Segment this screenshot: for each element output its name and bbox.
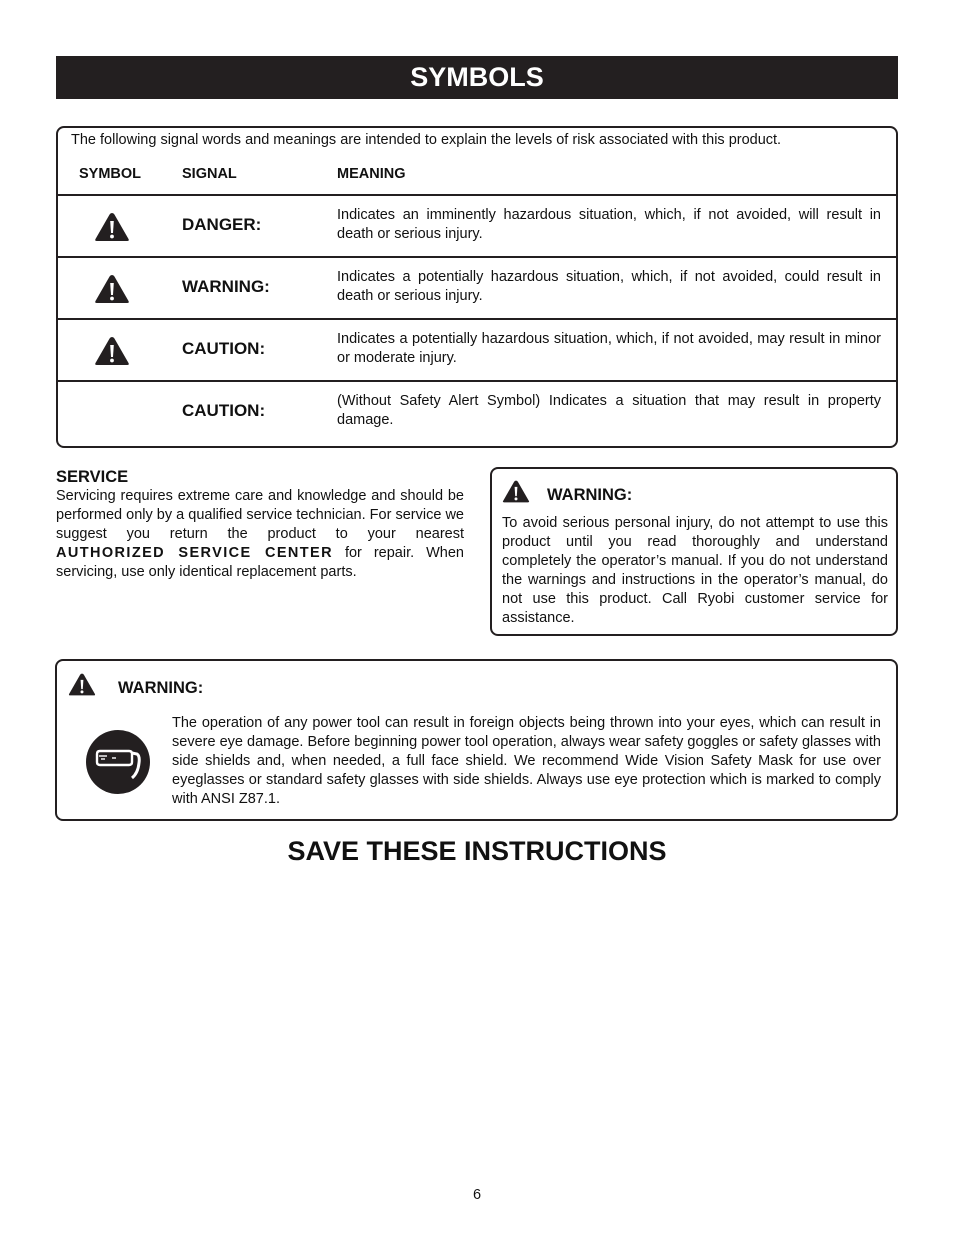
symbols-intro: The following signal words and meanings are intended to explain the levels of risk associated with this product. xyxy=(71,132,782,148)
service-heading: SERVICE xyxy=(56,468,129,486)
page-title: SYMBOLS xyxy=(56,56,898,99)
signal-word: CAUTION: xyxy=(182,401,266,420)
column-header-symbol: SYMBOL xyxy=(79,166,142,182)
symbol-row-caution xyxy=(58,318,896,380)
service-text xyxy=(56,487,464,582)
service-text-end: for repair. When servicing, use only identical replacement parts. xyxy=(56,545,464,580)
signal-word: DANGER: xyxy=(182,215,262,234)
signal-meaning: Indicates a potentially hazardous situation, which, if not avoided, could result in death or serious injury. xyxy=(337,269,881,304)
symbol-row-warning xyxy=(58,256,896,318)
signal-meaning: (Without Safety Alert Symbol) Indicates a situation that may result in property damage. xyxy=(337,393,881,428)
alert-triangle-icon xyxy=(502,479,530,504)
signal-word: WARNING: xyxy=(182,277,270,296)
warning-label: WARNING: xyxy=(547,486,633,504)
safety-goggles-icon xyxy=(85,729,151,795)
symbols-table xyxy=(56,126,898,448)
signal-word: CAUTION: xyxy=(182,339,266,358)
warning-text: The operation of any power tool can result in foreign objects being thrown into your eyes, which can result in severe eye damage. Before beginning power tool operation, always wear safety goggles or safety glasses with side shields and, when needed, a full face shield. We recommend Wide Vision Safety Mask for use over eyeglasses or standard safety glasses with side shields. Always use eye protection which is marked to comply with ANSI Z87.1. xyxy=(172,715,881,807)
warning-box-manual xyxy=(490,467,898,636)
symbol-row-caution-no-symbol xyxy=(58,380,896,448)
symbol-row-danger xyxy=(58,194,896,256)
warning-text: To avoid serious personal injury, do not attempt to use this product until you read thoroughly and understand completely the operator’s manual. If you do not understand the warnings and instructions in the operator’s manual, do not use this product. Call Ryobi customer service for assistance. xyxy=(502,515,888,626)
signal-meaning: Indicates an imminently hazardous situation, which, if not avoided, will result in death or serious injury. xyxy=(337,207,881,242)
alert-triangle-icon xyxy=(94,273,130,305)
alert-triangle-icon xyxy=(94,211,130,243)
signal-meaning: Indicates a potentially hazardous situation, which, if not avoided, may result in minor or moderate injury. xyxy=(337,331,881,366)
alert-triangle-icon xyxy=(94,335,130,367)
alert-triangle-icon xyxy=(68,672,96,697)
save-instructions-heading: SAVE THESE INSTRUCTIONS xyxy=(287,836,667,866)
column-header-meaning: MEANING xyxy=(337,166,406,182)
warning-label: WARNING: xyxy=(118,679,204,697)
column-header-signal: SIGNAL xyxy=(182,166,237,182)
warning-box-eye-protection xyxy=(55,659,898,821)
page-number: 6 xyxy=(472,1187,482,1203)
service-text-start: Servicing requires extreme care and knowledge and should be performed only by a qualified service technician. For service we suggest you return the product to your nearest xyxy=(56,488,464,542)
service-section xyxy=(56,467,464,582)
service-emphasis: AUTHORIZED SERVICE CENTER xyxy=(56,545,333,561)
